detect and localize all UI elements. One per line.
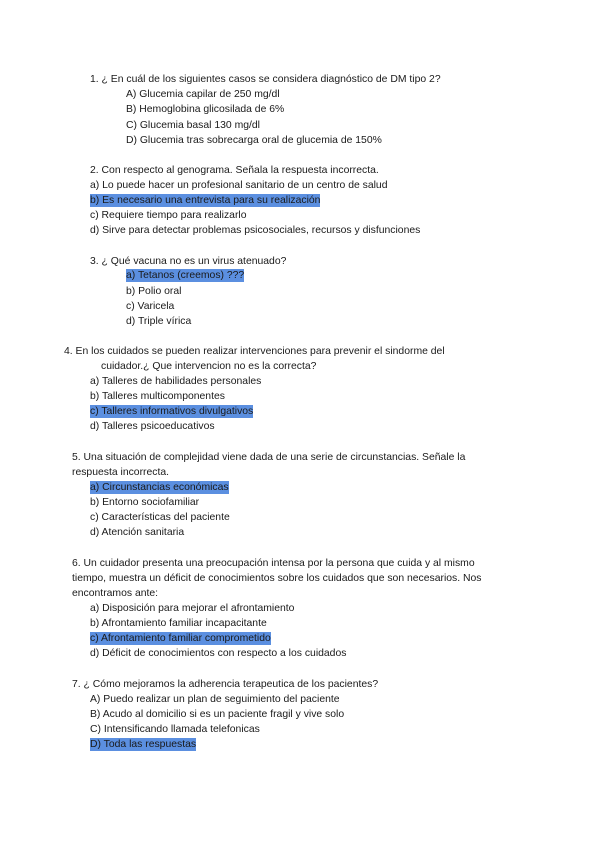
question-7-option-d-highlighted: D) Toda las respuestas <box>90 739 197 750</box>
question-1-option-c: C) Glucemia basal 130 mg/dl <box>126 120 260 131</box>
question-2-option-b-highlighted: b) Es necesario una entrevista para su realización <box>90 195 321 206</box>
question-3-option-c: c) Varicela <box>126 301 175 312</box>
question-5-option-c: c) Características del paciente <box>90 512 230 523</box>
question-6-text-line-2: tiempo, muestra un déficit de conocimientos sobre los cuidados que son necesarios. Nos <box>72 573 482 584</box>
question-6-option-a: a) Disposición para mejorar el afrontamiento <box>90 603 295 614</box>
question-6-option-c-highlighted: c) Afrontamiento familiar comprometido <box>90 633 271 644</box>
question-4-option-c-highlighted: c) Talleres informativos divulgativos <box>90 406 254 417</box>
question-3-option-b: b) Polio oral <box>126 286 182 297</box>
question-7-option-a: A) Puedo realizar un plan de seguimiento del paciente <box>90 694 340 705</box>
question-5-option-d: d) Atención sanitaria <box>90 527 185 538</box>
question-7-option-c: C) Intensificando llamada telefonicas <box>90 724 260 735</box>
question-6-option-b: b) Afrontamiento familiar incapacitante <box>90 618 267 629</box>
question-2-option-a: a) Lo puede hacer un profesional sanitario de un centro de salud <box>90 180 388 191</box>
question-4-text-line-2: cuidador.¿ Que intervencion no es la correcta? <box>101 361 317 372</box>
question-2-option-c: c) Requiere tiempo para realizarlo <box>90 210 247 221</box>
question-6-text-line-1: 6. Un cuidador presenta una preocupación intensa por la persona que cuida y al mismo <box>72 558 475 569</box>
question-1-text: 1. ¿ En cuál de los siguientes casos se considera diagnóstico de DM tipo 2? <box>90 74 441 85</box>
question-7-text: 7. ¿ Cómo mejoramos la adherencia terapeutica de los pacientes? <box>72 679 379 690</box>
question-5-text-line-2: respuesta incorrecta. <box>72 467 170 478</box>
question-3-option-a-highlighted: a) Tetanos (creemos) ??? <box>126 270 245 281</box>
question-5-text-line-1: 5. Una situación de complejidad viene dada de una serie de circunstancias. Señale la <box>72 452 466 463</box>
question-1-option-a: A) Glucemia capilar de 250 mg/dl <box>126 89 280 100</box>
question-6-option-d: d) Déficit de conocimientos con respecto a los cuidados <box>90 648 347 659</box>
question-4-option-a: a) Talleres de habilidades personales <box>90 376 262 387</box>
question-3-option-d: d) Triple vírica <box>126 316 192 327</box>
question-2-option-d: d) Sirve para detectar problemas psicosociales, recursos y disfunciones <box>90 225 421 236</box>
question-5-option-a-highlighted: a) Circunstancias económicas <box>90 482 229 493</box>
question-1-option-b: B) Hemoglobina glicosilada de 6% <box>126 104 285 115</box>
question-7-option-b: B) Acudo al domicilio si es un paciente fragil y vive solo <box>90 709 345 720</box>
question-4-text-line-1: 4. En los cuidados se pueden realizar intervenciones para prevenir el sindorme del <box>64 346 445 357</box>
question-4-option-b: b) Talleres multicomponentes <box>90 391 225 402</box>
question-1-option-d: D) Glucemia tras sobrecarga oral de glucemia de 150% <box>126 135 382 146</box>
question-2-text: 2. Con respecto al genograma. Señala la respuesta incorrecta. <box>90 165 379 176</box>
question-3-text: 3. ¿ Qué vacuna no es un virus atenuado? <box>90 256 287 267</box>
question-6-text-line-3: encontramos ante: <box>72 588 159 599</box>
question-4-option-d: d) Talleres psicoeducativos <box>90 421 215 432</box>
question-5-option-b: b) Entorno sociofamiliar <box>90 497 200 508</box>
